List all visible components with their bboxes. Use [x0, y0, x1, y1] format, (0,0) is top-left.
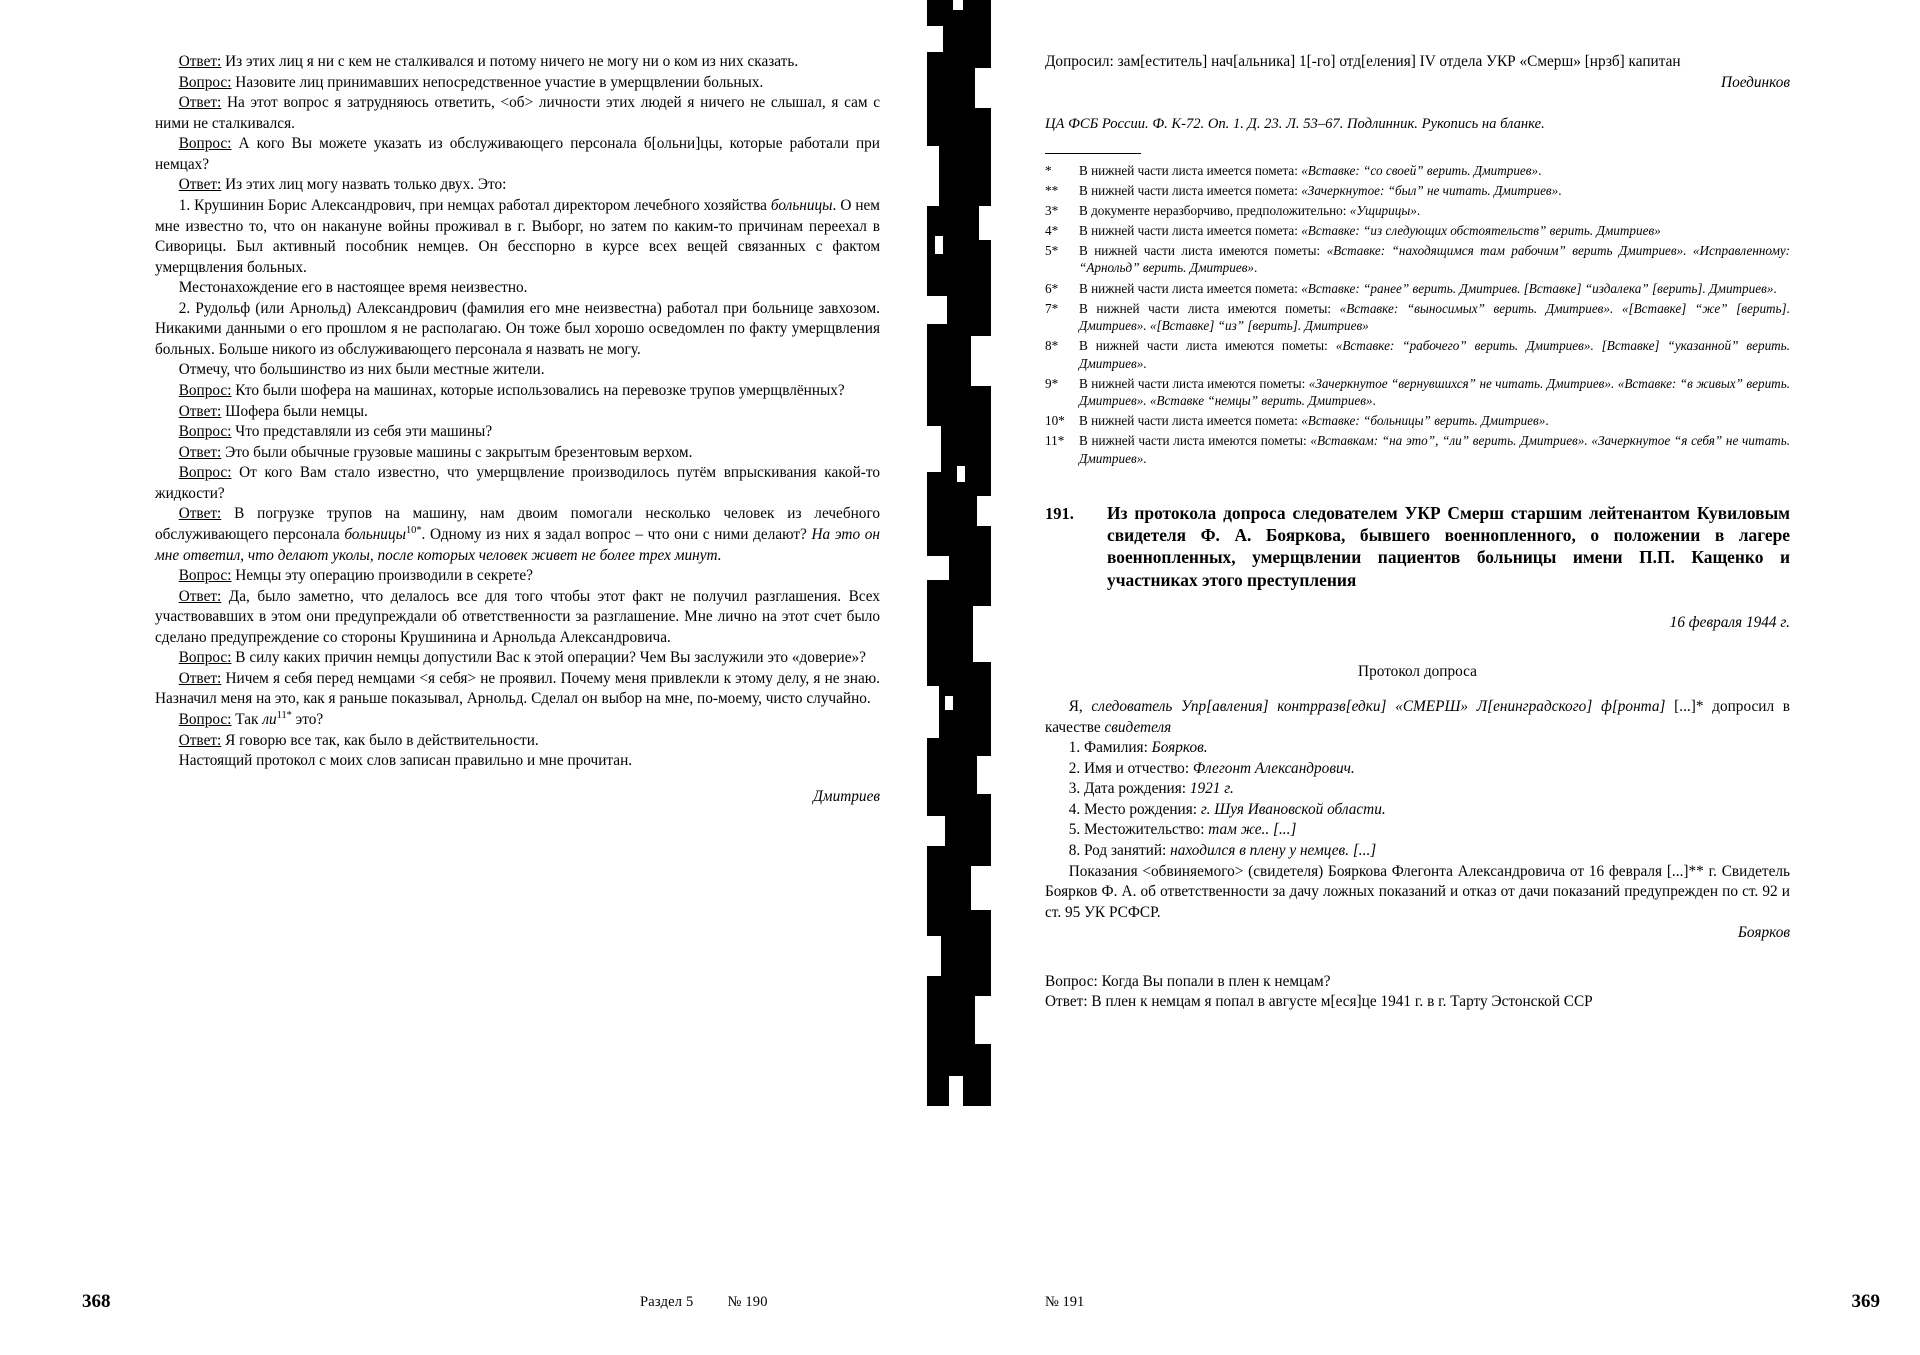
protocol-field-label: 8. Род занятий:: [1068, 842, 1171, 859]
protocol-field-label: 1. Фамилия:: [1068, 739, 1152, 757]
qa-text: В силу каких причин немцы допустили Вас к этой операции? Чем Вы заслужили это «доверие»?: [231, 649, 866, 667]
protocol-field-value: г. Шуя Ивановской области.: [1200, 800, 1386, 818]
qa-text: Назовите лиц принимавших непосредственное участие в умерщвлении больных.: [231, 73, 764, 91]
footnote-marker: 4*: [1045, 222, 1059, 238]
qa-label: Вопрос:: [178, 464, 232, 482]
footnote-marker: 5*: [1045, 242, 1059, 258]
footnote-divider: [1045, 153, 1141, 154]
protocol-field: [1045, 779, 1790, 800]
qa-text: На этот вопрос я затрудняюсь ответить, <об> личности этих людей я ничего не слышал, я сам с ними не сталкивался.: [155, 94, 880, 132]
qa-label: Вопрос:: [178, 711, 232, 728]
right-page: [1015, 0, 1920, 1355]
qa-paragraph: [155, 463, 880, 504]
protocol-field-value: там же.. [...]: [1208, 821, 1297, 839]
qa-text: Да, было заметно, что делалось все для того чтобы этот факт не получил разглашения. Всех участвовавших в этом они предупреждали об ответственности за разглашение. Мне лично на этот счет было сделано предупреждение со стороны Крушинина и Арнольда Александровича.: [155, 587, 880, 646]
footnote-marker: 9*: [1045, 375, 1059, 391]
footnote-text-italic: «Вставке: “рабочего” верить. Дмитриев». [Вставке] “указанной” верить. Дмитриев»: [1079, 338, 1790, 371]
footnote-text-italic: «Вставке: “больницы” верить. Дмитриев»: [1301, 413, 1546, 429]
document-number: 191.: [1045, 503, 1074, 523]
qa-paragraph: [155, 175, 880, 196]
qa-text-2: . Одному из них я задал вопрос – что они с ними делают?: [421, 525, 812, 543]
footnote-marker: 10*: [1045, 413, 1065, 429]
footnote-item: [1045, 375, 1790, 410]
footnote-marker: 3*: [1045, 202, 1059, 218]
interrogator-signature: Поединков: [1721, 73, 1790, 91]
qa-text: Кто были шофера на машинах, которые использовались на перевозке трупов умерщвлённых?: [231, 382, 845, 399]
footnote-text: [1079, 337, 1790, 372]
qa-paragraph: [155, 134, 880, 175]
protocol-field-value: находился в плену у немцев. [...]: [1170, 842, 1377, 859]
footnote-item: [1045, 280, 1790, 298]
protocol-field: [1045, 800, 1790, 821]
interrogator-line: Допросил: зам[еститель] нач[альника] 1[-го] отд[еления] IV отдела УКР «Смерш» [нрзб] капитан: [1045, 53, 1681, 70]
footnote-marker: 7*: [1045, 300, 1059, 316]
page-gutter-scan-artifact: [905, 0, 1015, 1355]
testimony-signature: Боярков: [1737, 924, 1790, 942]
qa-italic: больницы: [344, 525, 406, 543]
qa-label: Ответ:: [178, 176, 222, 194]
protocol-intro-text-2: [...]* допросил в качестве: [1045, 698, 1790, 736]
qa-text: В погрузке трупов на машину, нам двоим помогали несколько человек из лечебного обслуживающего персонала: [155, 505, 880, 543]
qa-paragraph: [155, 402, 880, 423]
gutter-black-band: [927, 0, 991, 1106]
qa-text: А кого Вы можете указать из обслуживающего персонала б[ольни]цы, которые работали при немцах?: [155, 135, 880, 173]
qa-label: Вопрос:: [178, 649, 232, 667]
footnote-text-italic: «Вставке: “из следующих обстоятельств” верить. Дмитриев»: [1301, 222, 1661, 238]
qa-text: Это были обычные грузовые машины с закрытым брезентовым верхом.: [221, 443, 693, 461]
footnote-marker: 11*: [1045, 433, 1065, 449]
qa-text: Когда Вы попали в плен к немцам?: [1097, 972, 1331, 990]
document-heading: [1045, 502, 1790, 591]
protocol-field-value: 1921 г.: [1189, 780, 1234, 798]
document-title: Из протокола допроса следователем УКР Смерш старшим лейтенантом Кувиловым свидетеля Ф. А. Бояркова, бывшего военнопленного, о положении в лагере военнопленных, умерщвлении пациентов больницы имени П.П. Кащенко и участниках этого преступления: [1107, 502, 1790, 590]
qa-text: Ничем я себя перед немцами <я себя> не проявил. Почему меня привлекли к этому делу, я не знаю. Назначил меня на это, как я раньше показывал, Арнольд. Сделал он выбор на мне, по-моему, чисто случайно.: [155, 669, 880, 708]
footnote-item: [1045, 222, 1790, 240]
qa-label: Ответ:: [1045, 993, 1088, 1011]
qa-paragraph: [155, 443, 880, 464]
footer-docnum-label: № 190: [727, 1294, 768, 1310]
footnote-ref: 11*: [276, 709, 292, 721]
footer-docnum-right: № 191: [1045, 1294, 1085, 1310]
footnote-text-plain: В нижней части листа имеется помета:: [1079, 222, 1302, 238]
footnote-text: [1079, 202, 1790, 220]
footnote-text-plain: В нижней части листа имеется помета:: [1079, 162, 1302, 178]
qa-label: Вопрос:: [178, 567, 232, 585]
qa-paragraph: [155, 422, 880, 443]
protocol-field: [1045, 759, 1790, 780]
footnote-text: [1079, 242, 1790, 277]
qa-label: Вопрос:: [178, 73, 232, 91]
footnote-text-italic: «Вставке: “ранее” верить. Дмитриев. [Вставке] “издалека” [верить]. Дмитриев»: [1301, 280, 1774, 296]
list-item: 2. Рудольф (или Арнольд) Александрович (фамилия его мне неизвестна) работал при больнице завхозом. Никакими данными о его прошлом я не располагаю. Он тоже был хорошо осведомлен по факту умерщвления больных. Больше никого из обслуживающего персонала я назвать не могу.: [155, 299, 880, 358]
protocol-field-value: Флегонт Александрович.: [1192, 759, 1355, 777]
protocol-closing-note: Настоящий протокол с моих слов записан правильно и мне прочитан.: [178, 752, 633, 770]
archive-source-line: ЦА ФСБ России. Ф. К-72. Оп. 1. Д. 23. Л. 53–67. Подлинник. Рукопись на бланке.: [1045, 116, 1545, 133]
qa-text: Я говорю все так, как было в действительности.: [221, 731, 539, 749]
qa-tail: это?: [291, 711, 324, 728]
footnote-text-tail: .: [1773, 280, 1777, 296]
protocol-field-label: 5. Местожительство:: [1068, 821, 1209, 839]
qa-paragraph: [155, 648, 880, 669]
protocol-field-value: Боярков.: [1151, 739, 1208, 757]
footnote-item: [1045, 202, 1790, 220]
protocol-field-label: 3. Дата рождения:: [1068, 780, 1190, 798]
footnote-item: [1045, 412, 1790, 430]
qa-paragraph: [155, 587, 880, 649]
qa-italic-2: На это он мне ответил, что делают уколы, после которых человек живет не более трех минут.: [155, 525, 880, 564]
qa-label: Ответ:: [178, 731, 222, 749]
protocol-field: [1045, 841, 1790, 862]
footnote-marker: 6*: [1045, 280, 1059, 296]
footnote-text-plain: В нижней части листа имеются пометы:: [1079, 300, 1340, 316]
footnote-item: [1045, 300, 1790, 335]
protocol-field: [1045, 738, 1790, 759]
qa-text: Так: [231, 711, 263, 728]
signature: Дмитриев: [813, 787, 880, 805]
footnote-text-plain: В нижней части листа имеются пометы:: [1079, 375, 1309, 391]
page-number-left: 368: [82, 1291, 111, 1312]
protocol-field-label: 4. Место рождения:: [1068, 800, 1201, 818]
qa-text: От кого Вам стало известно, что умерщвление производилось путём впрыскивания какой-то жидкости?: [155, 464, 880, 502]
footnote-text-tail: .: [1416, 202, 1421, 218]
qa-paragraph: [155, 731, 880, 752]
left-page-textblock: [155, 52, 880, 807]
qa-label: Вопрос:: [178, 135, 232, 153]
qa-text: В плен к немцам я попал в августе м[еся]це 1941 г. в г. Тарту Эстонской ССР: [1087, 993, 1593, 1011]
footnote-text-plain: В нижней части листа имеется помета:: [1079, 280, 1302, 296]
footnote-text-plain: В нижней части листа имеются пометы:: [1079, 242, 1327, 258]
qa-label: Ответ:: [178, 669, 222, 687]
footnote-text-italic: «Вставке: “выносимых” верить. Дмитриев». «[Вставке] “же” [верить]. Дмитриев». «[Вставке] “из” [верить]. Дмитриев»: [1079, 300, 1790, 334]
qa-paragraph: [155, 566, 880, 587]
list-item-note: Отмечу, что большинство из них были местные жители.: [178, 361, 545, 379]
footnote-text: [1079, 280, 1790, 298]
footnote-text-tail: .: [1254, 260, 1258, 276]
footnote-text-tail: .: [1538, 162, 1542, 178]
footnote-text-italic: «Вставке: “со своей” верить. Дмитриев»: [1301, 162, 1539, 178]
protocol-heading: Протокол допроса: [1358, 662, 1477, 680]
footnote-text-tail: .: [1545, 413, 1549, 429]
qa-paragraph: [155, 73, 880, 94]
list-item-italic: больницы: [770, 196, 833, 214]
footnote-marker: 8*: [1045, 338, 1059, 354]
qa-label: Вопрос:: [1045, 972, 1098, 990]
list-item: [155, 196, 880, 278]
protocol-intro-text: Я,: [1068, 698, 1092, 716]
footnote-text-plain: В нижней части листа имеется помета:: [1079, 182, 1302, 198]
document-date: 16 февраля 1944 г.: [1669, 613, 1790, 631]
qa-text: Шофера были немцы.: [221, 402, 368, 420]
footnote-text-plain: В нижней части листа имеются пометы:: [1079, 338, 1336, 354]
qa-label: Ответ:: [178, 402, 222, 420]
footnote-text-tail: .: [1143, 450, 1147, 466]
footnote-text-italic: «Ущирицы»: [1349, 202, 1417, 218]
footer-left: [640, 1294, 802, 1311]
qa-text: Из этих лиц я ни с кем не сталкивался и потому ничего не могу ни о ком из них сказать.: [221, 53, 799, 70]
qa-italic: ли: [262, 711, 277, 728]
qa-label: Вопрос:: [178, 423, 232, 441]
qa-paragraph: [1045, 972, 1790, 993]
qa-paragraph-longanswer: [155, 504, 880, 566]
footnote-text-italic: «Вставкам: “на это”, “ли” верить. Дмитриев». «Зачеркнутое “я себя” не читать. Дмитриев»: [1079, 433, 1790, 466]
footnote-item: [1045, 432, 1790, 467]
qa-label: Ответ:: [178, 443, 222, 461]
list-item-tail: . О нем мне известно то, что он накануне войны проживал в г. Выборг, но затем по каким-то причинам переехал в Сиворицы. Был активный пособник немцев. Он бесспорно в курсе всех вещей связанных с фактом умерщвления больных.: [155, 196, 880, 276]
footnote-list: [1045, 162, 1790, 468]
footnote-text: [1079, 412, 1790, 430]
qa-label: Ответ:: [178, 94, 222, 112]
qa-text: Немцы эту операцию производили в секрете?: [231, 567, 533, 585]
page-number-right: 369: [1851, 1291, 1880, 1312]
qa-label: Ответ:: [178, 505, 222, 523]
right-page-textblock: [1045, 52, 1790, 1013]
list-item-note: Местонахождение его в настоящее время неизвестно.: [178, 279, 528, 297]
qa-paragraph: [155, 93, 880, 134]
footnote-text-tail: .: [1143, 355, 1147, 371]
footnote-item: [1045, 337, 1790, 372]
protocol-intro-italic: следователь Упр[авления] контрразв[едки] «СМЕРШ» Л[енинградского] ф[ронта]: [1091, 698, 1666, 716]
footnote-text: [1079, 375, 1790, 410]
footnote-ref: 10*: [405, 524, 422, 536]
footnote-text-italic: «Зачеркнутое “вернувшихся” не читать. Дмитриев». «Вставке: “в живых” верить. Дмитриев». «Вставке “немцы” верить. Дмитриев»: [1079, 375, 1790, 409]
protocol-field-label: 2. Имя и отчество:: [1068, 759, 1193, 777]
protocol-intro: [1045, 697, 1790, 738]
qa-paragraph: [155, 52, 880, 73]
footnote-text-italic: «Зачеркнутое: “был” не читать. Дмитриев»: [1301, 182, 1559, 198]
footnote-item: [1045, 182, 1790, 200]
protocol-field: [1045, 820, 1790, 841]
footnote-text-plain: В нижней части листа имеется помета:: [1079, 413, 1302, 429]
left-page: [0, 0, 905, 1355]
footnote-text-plain: В документе неразборчиво, предположительно:: [1079, 202, 1350, 218]
list-item-text: 1. Крушинин Борис Александрович, при немцах работал директором лечебного хозяйства: [178, 196, 771, 214]
footnote-text-tail: .: [1558, 182, 1562, 198]
qa-paragraph: [1045, 992, 1790, 1013]
footnote-text: [1079, 222, 1790, 240]
footnote-item: [1045, 162, 1790, 180]
footnote-text: [1079, 182, 1790, 200]
footnote-marker: **: [1045, 182, 1059, 198]
qa-text: Что представляли из себя эти машины?: [231, 423, 493, 441]
footnote-text-plain: В нижней части листа имеются пометы:: [1079, 433, 1311, 449]
qa-label: Ответ:: [178, 53, 222, 70]
qa-text: Из этих лиц могу назвать только двух. Это:: [221, 176, 507, 194]
qa-label: Вопрос:: [178, 382, 232, 399]
footnote-text-tail: .: [1372, 393, 1376, 409]
testimony-paragraph: Показания <обвиняемого> (свидетеля) Бояркова Флегонта Александровича от 16 февраля [...]** г. Свидетель Боярков Ф. А. об ответственности за дачу ложных показаний и отказ от дачи показаний предупрежден по ст. 92 и ст. 95 УК РСФСР.: [1045, 862, 1790, 921]
protocol-intro-italic-2: свидетеля: [1104, 718, 1172, 736]
footnote-text: [1079, 432, 1790, 467]
footnote-text-italic: «Вставке: “находящимся там рабочим” верить Дмитриев». «Исправленному: “Арнольд” верить. Дмитриев»: [1079, 242, 1790, 276]
footnote-text: [1079, 300, 1790, 335]
footnote-marker: *: [1045, 162, 1052, 178]
qa-paragraph: [155, 381, 880, 402]
footnote-text: [1079, 162, 1790, 180]
footnote-item: [1045, 242, 1790, 277]
qa-paragraph: [155, 669, 880, 710]
qa-paragraph: [155, 710, 880, 731]
footer-section-label: Раздел 5: [640, 1294, 694, 1310]
qa-label: Ответ:: [178, 587, 222, 605]
